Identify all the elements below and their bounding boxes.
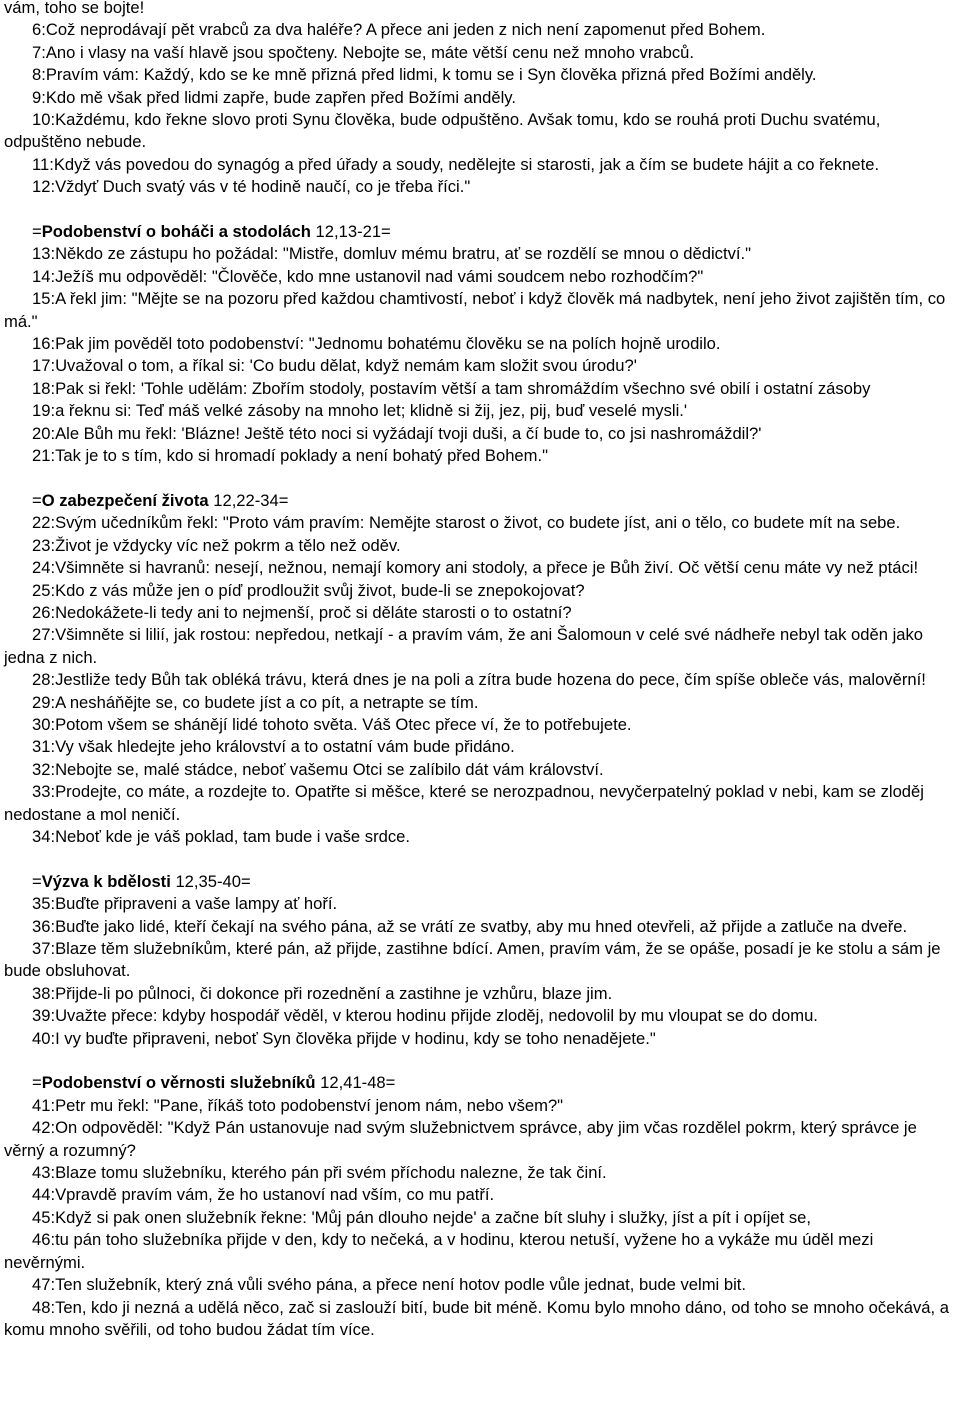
heading-title: Výzva k bdělosti [41,871,171,891]
section-heading [4,1072,956,1094]
verse-line: 12:Vždyť Duch svatý vás v té hodině naučí, co je třeba říci." [32,177,471,197]
verse-line: 11:Když vás povedou do synagóg a před úřady a soudy, nedělejte si starosti, jak a čím se budete hájit a co řeknete. [32,154,880,174]
heading-title: Podobenství o věrnosti služebníků [41,1073,316,1093]
verse-line: 17:Uvažoval o tom, a říkal si: 'Co budu dělat, když nemám kam složit svou úrodu?' [32,356,637,376]
verse-line: 37:Blaze těm služebníkům, které pán, až přijde, zastihne bdící. Amen, pravím vám, že se opáše, posadí je ke stolu a sám je bude obsluhovat. [4,939,941,981]
heading-reference: 12,22-34= [208,490,289,510]
heading-reference: 12,41-48= [315,1073,396,1093]
verse-line: 20:Ale Bůh mu řekl: 'Blázne! Ještě této noci si vyžádají tvoji duši, a čí bude to, co jsi nashromáždil?' [32,423,762,443]
verse-line: 6:Což neprodávají pět vrabců za dva haléře? A přece ani jeden z nich není zapomenut před Bohem. [32,20,766,40]
verse-line: 38:Přijde-li po půlnoci, či dokonce při rozednění a zastihne je vzhůru, blaze jim. [32,983,613,1003]
verse-line: 32:Nebojte se, malé stádce, neboť vašemu Otci se zalíbilo dát vám království. [32,759,604,779]
verse-line: 42:On odpověděl: "Když Pán ustanovuje nad svým služebnictvem správce, aby jim včas rozdělel pokrm, který správce je věrný a rozumný? [4,1118,917,1160]
verse-line: 44:Vpravdě pravím vám, že ho ustanoví nad vším, co mu patří. [32,1185,495,1205]
verse-line: 16:Pak jim pověděl toto podobenství: "Jednomu bohatému člověku se na polích hojně urodilo. [32,334,721,354]
heading-title: Podobenství o boháči a stodolách [41,222,311,242]
heading-reference: 12,13-21= [310,222,391,242]
section-gap [4,1050,956,1072]
verse-line: 31:Vy však hledejte jeho království a to ostatní vám bude přidáno. [32,737,515,757]
verse-line: 18:Pak si řekl: 'Tohle udělám: Zbořím stodoly, postavím větší a tam shromáždím všechno své obilí i ostatní zásoby [32,378,871,398]
verse-line: 10:Každému, kdo řekne slovo proti Synu člověka, bude odpuštěno. Avšak tomu, kdo se rouhá proti Duchu svatému, odpuštěno nebude. [4,110,881,152]
verse-line: 36:Buďte jako lidé, kteří čekají na svého pána, až se vrátí ze svatby, aby mu hned otevřeli, až přijde a zatluče na dveře. [32,916,908,936]
verse-line: 33:Prodejte, co máte, a rozdejte to. Opatřte si měšce, které se nerozpadnou, nevyčerpatelný poklad v nebi, kam se zloděj nedostane a mol neničí. [4,782,924,824]
verse-line: 14:Ježíš mu odpověděl: "Člověče, kdo mne ustanovil nad vámi soudcem nebo rozhodčím?" [32,266,704,286]
heading-prefix: = [32,490,42,510]
document-body [4,0,956,1341]
verse-line: 15:A řekl jim: "Mějte se na pozoru před každou chamtivostí, neboť i když člověk má nadbytek, není jeho život zajištěn tím, co má." [4,289,946,331]
verse-line: 41:Petr mu řekl: "Pane, říkáš toto podobenství jenom nám, nebo všem?" [32,1095,564,1115]
section-gap [4,848,956,870]
verse-line: 21:Tak je to s tím, kdo si hromadí poklady a není bohatý před Bohem." [32,446,548,466]
section-gap [4,468,956,490]
verse-line: 40:I vy buďte připraveni, neboť Syn člověka přijde v hodinu, kdy se toho nenadějete." [32,1028,656,1048]
verse-line: 7:Ano i vlasy na vaší hlavě jsou spočteny. Nebojte se, máte větší cenu než mnoho vrabců. [32,42,694,62]
heading-reference: 12,35-40= [170,871,251,891]
verse-line: 26:Nedokážete-li tedy ani to nejmenší, proč si děláte starosti o to ostatní? [32,602,572,622]
verse-line: 34:Neboť kde je váš poklad, tam bude i vaše srdce. [32,827,410,846]
verse-line: 30:Potom všem se shánějí lidé tohoto světa. Váš Otec přece ví, že to potřebujete. [32,714,632,734]
verse-line: 43:Blaze tomu služebníku, kterého pán při svém příchodu nalezne, že tak činí. [32,1163,607,1183]
verse-line: 19:a řeknu si: Teď máš velké zásoby na mnoho let; klidně si žij, jez, pij, buď veselé mysli.' [32,401,688,421]
heading-prefix: = [32,1073,42,1093]
section-heading [4,871,956,893]
verse-line: 29:A nesháňějte se, co budete jíst a co pít, a netrapte se tím. [32,692,479,712]
verse-line: 25:Kdo z vás může jen o píď prodloužit svůj život, bude-li se znepokojovat? [32,580,585,600]
verse-line: 8:Pravím vám: Každý, kdo se ke mně přizná před lidmi, k tomu se i Syn člověka přizná před Božími anděly. [32,65,817,85]
heading-prefix: = [32,871,42,891]
verse-line: 22:Svým učedníkům řekl: "Proto vám pravím: Nemějte starost o život, co budete jíst, ani o tělo, co budete mít na sebe. [32,513,901,533]
section-heading [4,221,956,243]
verse-line: 13:Někdo ze zástupu ho požádal: "Mistře, domluv mému bratru, ať se rozdělí se mnou o dědictví." [32,244,751,264]
verse-line: 27:Všimněte si lilií, jak rostou: nepředou, netkají - a pravím vám, že ani Šalomoun v celé své nádheře nebyl tak oděn jako jedna z nich. [4,625,924,667]
verse-line: 23:Život je vždycky víc než pokrm a tělo než oděv. [32,535,401,555]
section-heading [4,490,956,512]
verse-line: 9:Kdo mě však před lidmi zapře, bude zapřen před Božími anděly. [32,87,516,107]
section-gap [4,199,956,221]
heading-prefix: = [32,222,42,242]
verse-line: 28:Jestliže tedy Bůh tak obléká trávu, která dnes je na poli a zítra bude hozena do pece, čím spíše obleče vás, malověrní! [32,670,926,690]
heading-title: O zabezpečení života [41,490,209,510]
verse-line: 46:tu pán toho služebníka přijde v den, kdy to nečeká, a v hodinu, kterou netuší, vyžene ho a vykáže mu úděl mezi nevěrnými. [4,1230,874,1272]
verse-line: 45:Když si pak onen služebník řekne: 'Můj pán dlouho nejde' a začne bít sluhy i služky, jíst a pít i opíjet se, [32,1207,811,1227]
verse-line: 24:Všimněte si havranů: nesejí, nežnou, nemají komory ani stodoly, a přece je Bůh živí. Oč větší cenu máte vy než ptáci! [32,558,919,578]
verse-line: 35:Buďte připraveni a vaše lampy ať hoří. [32,894,338,914]
verse-line: vám, toho se bojte! [4,0,145,17]
verse-line: 39:Uvažte přece: kdyby hospodář věděl, v kterou hodinu přijde zloděj, nedovolil by mu vloupat se do domu. [32,1006,818,1026]
verse-line: 47:Ten služebník, který zná vůli svého pána, a přece není hotov podle vůle jednat, bude velmi bit. [32,1275,746,1295]
verse-line: 48:Ten, kdo ji nezná a udělá něco, zač si zaslouží bití, bude bit méně. Komu bylo mnoho dáno, od toho se mnoho očekává, a komu mnoho svěřili, od toho budou žádat tím více. [4,1297,949,1339]
